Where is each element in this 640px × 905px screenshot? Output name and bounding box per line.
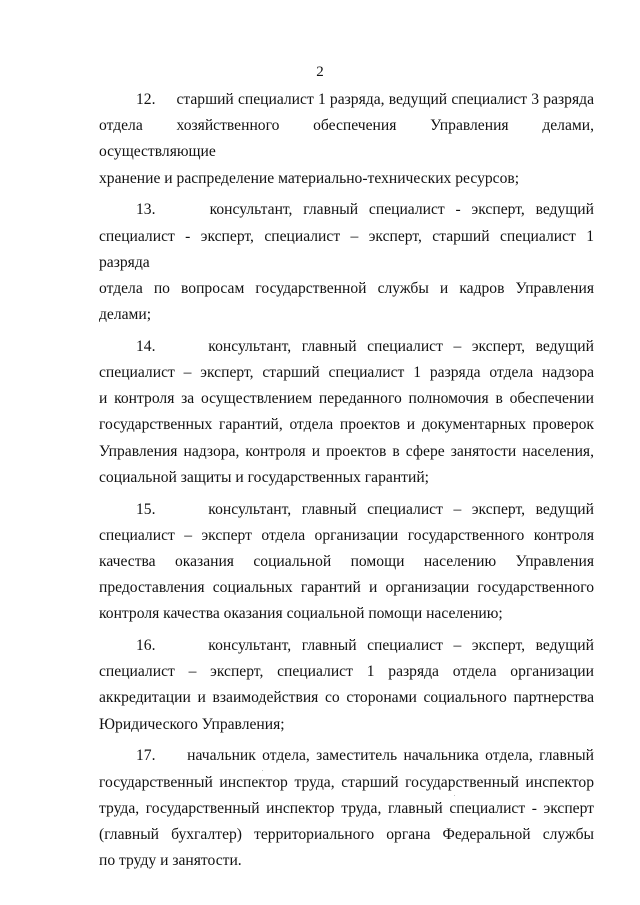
scan-speck [454, 795, 455, 796]
list-item [99, 87, 594, 192]
text-line: аккредитации и взаимодействия со сторонами социального партнерства [99, 689, 594, 707]
page-number: 2 [316, 64, 324, 80]
item-text: консультант, главный специалист – эксперт, ведущий [208, 637, 594, 655]
list-item [99, 743, 594, 874]
text-line: специалист – эксперт отдела организации государственного контроля [99, 526, 594, 544]
text-line: Управления надзора, контроля и проектов в сфере занятости населения, [99, 442, 594, 460]
item-text: консультант, главный специалист – эксперт, ведущий [208, 337, 594, 355]
list-item [99, 334, 594, 491]
text-line: и контроля за осуществлением переданного полномочия в обеспечении [99, 390, 594, 408]
text-line: государственных гарантий, отдела проектов и документарных проверок [99, 416, 594, 434]
item-text: старший специалист 1 разряда, ведущий специалист 3 разряда [176, 91, 594, 108]
text-line: (главный бухгалтер) территориального органа Федеральной службы [99, 825, 594, 843]
document-body [99, 87, 594, 874]
text-line [99, 197, 594, 223]
text-line [99, 87, 594, 113]
text-line [99, 497, 594, 523]
item-text: консультант, главный специалист – эксперт, ведущий [208, 500, 594, 518]
text-line: специалист – эксперт, специалист 1 разряда отдела организации [99, 663, 594, 681]
text-line: государственный инспектор труда, старший государственный инспектор [99, 773, 594, 791]
item-number: 16. [136, 637, 156, 655]
text-line: отдела хозяйственного обеспечения Управления делами, осуществляющие [99, 117, 594, 161]
text-line: специалист – эксперт, старший специалист 1 разряда отдела надзора [99, 364, 594, 382]
item-number: 15. [136, 500, 156, 518]
list-item [99, 633, 594, 738]
text-line: хранение и распределение материально-технических ресурсов; [99, 169, 520, 187]
item-text: начальник отдела, заместитель начальника отдела, главный [187, 747, 594, 765]
text-line [99, 633, 594, 659]
scan-speck [262, 770, 263, 771]
list-item [99, 197, 594, 328]
text-line: социальной защиты и государственных гарантий; [99, 468, 429, 486]
text-line: контроля качества оказания социальной помощи населению; [99, 605, 503, 623]
text-line: предоставления социальных гарантий и организации государственного [99, 579, 594, 597]
item-number: 14. [136, 337, 156, 355]
text-line [99, 743, 594, 769]
item-number: 17. [136, 747, 156, 765]
text-line: труда, государственный инспектор труда, главный специалист - эксперт [99, 799, 594, 817]
list-item [99, 497, 594, 628]
text-line: специалист - эксперт, специалист – эксперт, старший специалист 1 разряда [99, 227, 594, 271]
item-text: консультант, главный специалист - эксперт, ведущий [209, 201, 594, 219]
item-number: 13. [136, 201, 156, 219]
text-line: качества оказания социальной помощи населению Управления [99, 552, 594, 570]
text-line: Юридического Управления; [99, 715, 285, 733]
text-line: отдела по вопросам государственной службы и кадров Управления делами; [99, 279, 594, 324]
text-line [99, 334, 594, 360]
item-number: 12. [136, 91, 156, 108]
text-line: по труду и занятости. [99, 852, 242, 870]
